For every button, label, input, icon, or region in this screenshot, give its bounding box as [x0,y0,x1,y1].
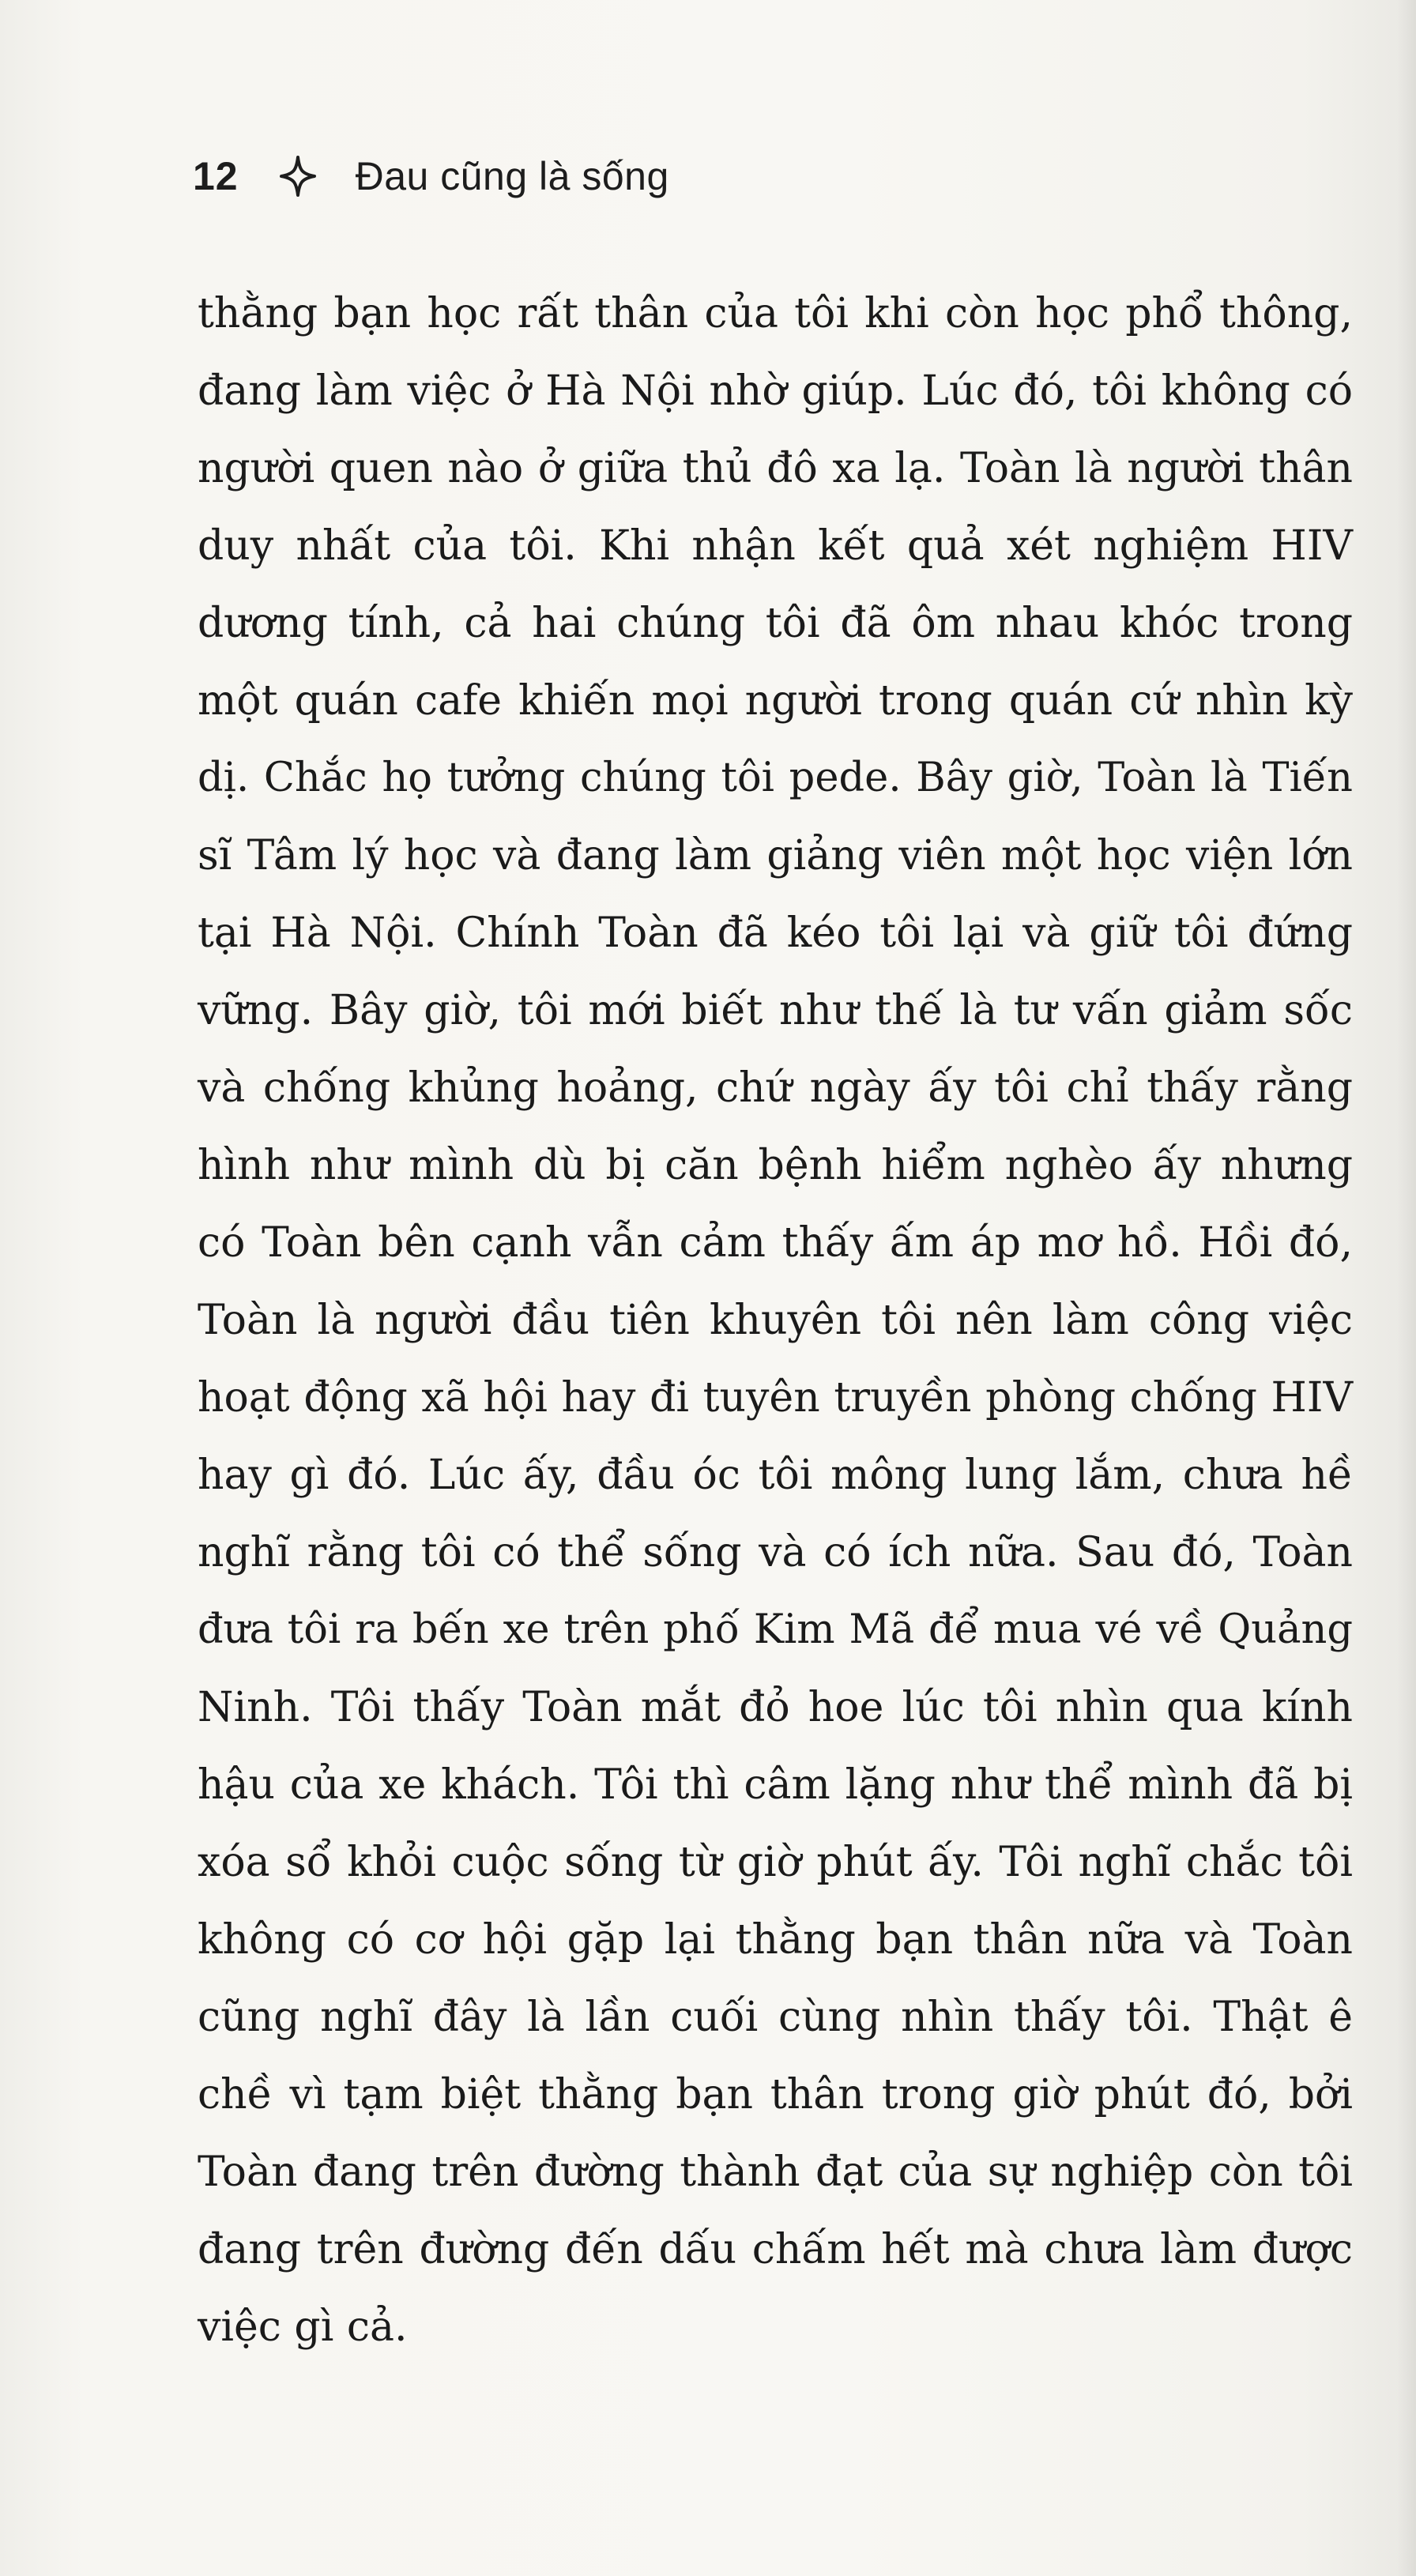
text-line: việc gì cả. [198,2303,408,2351]
text-line: đang làm việc ở Hà Nội nhờ giúp. Lúc đó, tôi không có [198,367,1353,415]
text-line: nghĩ rằng tôi có thể sống và có ích nữa. Sau đó, Toàn [198,1529,1353,1576]
text-line: chề vì tạm biệt thằng bạn thân trong giờ phút đó, bởi [198,2071,1353,2118]
body-paragraph [198,275,1353,2366]
text-line: không có cơ hội gặp lại thằng bạn thân nữa và Toàn [198,1916,1353,1964]
text-line: hình như mình dù bị căn bệnh hiểm nghèo ấy nhưng [198,1142,1353,1189]
text-line: Toàn đang trên đường thành đạt của sự nghiệp còn tôi [198,2149,1353,2196]
text-line: Toàn là người đầu tiên khuyên tôi nên làm công việc [198,1297,1353,1344]
text-line: hay gì đó. Lúc ấy, đầu óc tôi mông lung lắm, chưa hề [198,1452,1353,1499]
four-point-star-icon [278,154,318,198]
text-line: đưa tôi ra bến xe trên phố Kim Mã để mua vé về Quảng [198,1606,1353,1653]
text-line: hoạt động xã hội hay đi tuyên truyền phòng chống HIV [198,1374,1353,1422]
text-line: người quen nào ở giữa thủ đô xa lạ. Toàn là người thân [198,445,1353,492]
text-line: thằng bạn học rất thân của tôi khi còn học phổ thông, [198,290,1353,337]
text-line: đang trên đường đến dấu chấm hết mà chưa làm được [198,2226,1353,2273]
text-line: hậu của xe khách. Tôi thì câm lặng như thể mình đã bị [198,1761,1353,1809]
text-line: cũng nghĩ đây là lần cuối cùng nhìn thấy tôi. Thật ê [198,1994,1353,2041]
text-line: một quán cafe khiến mọi người trong quán cứ nhìn kỳ [198,677,1353,725]
text-line: và chống khủng hoảng, chứ ngày ấy tôi chỉ thấy rằng [198,1064,1353,1112]
running-header [193,141,669,212]
book-title: Đau cũng là sống [355,154,669,198]
text-line: có Toàn bên cạnh vẫn cảm thấy ấm áp mơ hồ. Hồi đó, [198,1219,1353,1267]
text-line: Ninh. Tôi thấy Toàn mắt đỏ hoe lúc tôi nhìn qua kính [198,1684,1353,1731]
text-line: duy nhất của tôi. Khi nhận kết quả xét nghiệm HIV [198,522,1353,570]
text-line: xóa sổ khỏi cuộc sống từ giờ phút ấy. Tôi nghĩ chắc tôi [198,1839,1353,1886]
text-line: vững. Bây giờ, tôi mới biết như thế là tư vấn giảm sốc [198,987,1353,1034]
text-line: sĩ Tâm lý học và đang làm giảng viên một học viện lớn [198,832,1353,879]
page-number: 12 [193,154,239,198]
text-line: dương tính, cả hai chúng tôi đã ôm nhau khóc trong [198,600,1353,647]
text-line: tại Hà Nội. Chính Toàn đã kéo tôi lại và giữ tôi đứng [198,910,1353,957]
text-line: dị. Chắc họ tưởng chúng tôi pede. Bây giờ, Toàn là Tiến [198,755,1353,801]
page-edge-shadow [1397,0,1416,2576]
